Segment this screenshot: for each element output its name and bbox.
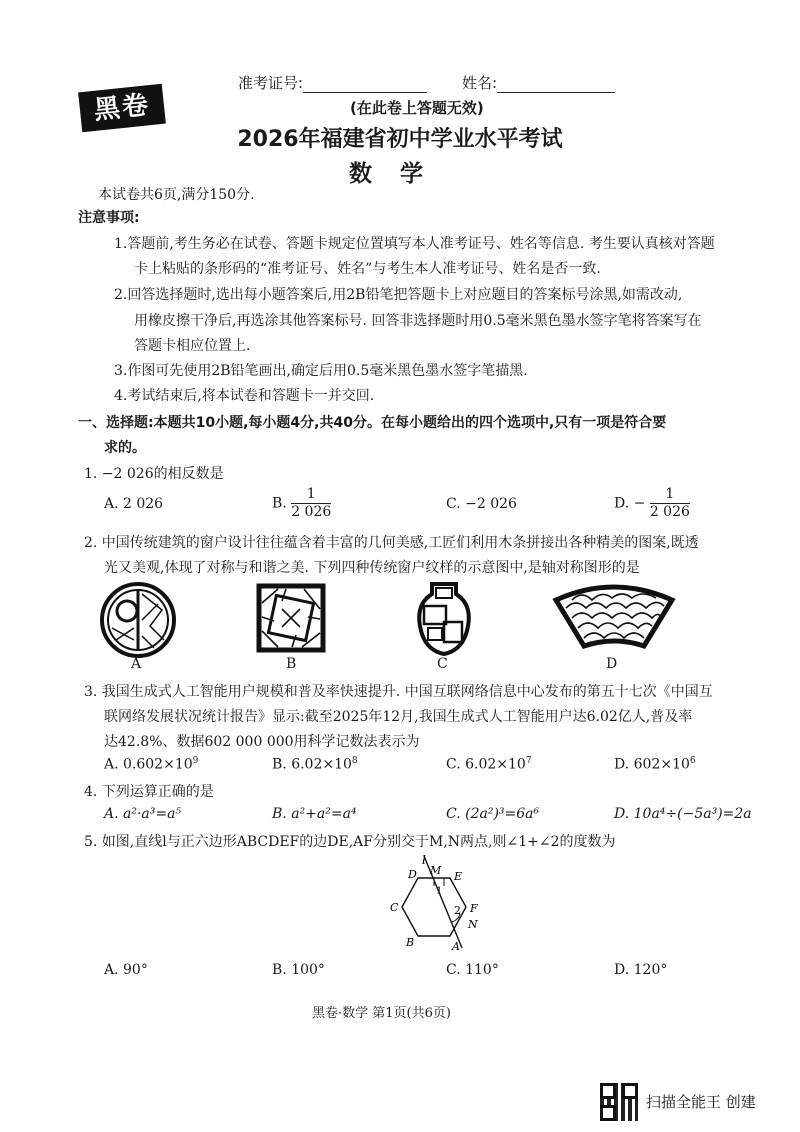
window-pattern-d bbox=[552, 580, 676, 652]
exam-number-field bbox=[238, 72, 427, 93]
q5-option-c: C. 110° bbox=[446, 962, 499, 978]
q2-label-d: D bbox=[606, 656, 618, 672]
fig-angle-1: 1 bbox=[436, 886, 443, 897]
fig-label-e: E bbox=[454, 870, 463, 883]
note-line: 2.回答选择题时,选出每小题答案后,用2B铅笔把答题卡上对应题目的答案标号涂黑,如需改动, bbox=[114, 287, 683, 303]
question-3-stem-cont: 联网络发展状况统计报告》显示:截至2025年12月,我国生成式人工智能用户达6.02亿人,普及率 bbox=[104, 709, 693, 725]
hexagon-figure bbox=[380, 852, 490, 952]
q3-c-exponent: 7 bbox=[525, 756, 532, 766]
name-label: 姓名: bbox=[462, 74, 498, 92]
exam-title: 2026年福建省初中学业水平考试 bbox=[237, 127, 563, 152]
section-heading: 一、选择题:本题共10小题,每小题4分,共40分。在每小题给出的四个选项中,只有一项是符合要 bbox=[78, 415, 667, 431]
q3-option-a bbox=[104, 756, 198, 773]
q5-option-d: D. 120° bbox=[614, 962, 668, 978]
question-5-stem: 5. 如图,直线l与正六边形ABCDEF的边DE,AF分别交于M,N两点,则∠1+∠2的度数为 bbox=[84, 834, 616, 850]
question-2-stem: 2. 中国传统建筑的窗户设计往往蕴含着丰富的几何美感,工匠们利用木条拼接出各种精美的图案,既透 bbox=[84, 535, 699, 551]
q3-option-b-text: B. 6.02×10 bbox=[272, 756, 352, 773]
q3-d-exponent: 6 bbox=[689, 756, 696, 766]
q2-label-a: A bbox=[131, 656, 142, 672]
fig-label-n: N bbox=[468, 918, 478, 931]
q5-option-b: B. 100° bbox=[272, 962, 325, 978]
exam-number-label: 准考证号: bbox=[238, 74, 304, 92]
q1-option-c: C. −2 026 bbox=[446, 496, 517, 512]
scanner-watermark: 扫描全能王 创建 bbox=[646, 1093, 756, 1111]
q4-option-a: A. a²·a³=a⁵ bbox=[104, 806, 182, 822]
question-3-stem-cont: 达42.8%、数据602 000 000用科学记数法表示为 bbox=[104, 734, 420, 750]
q3-option-d-text: D. 602×10 bbox=[614, 756, 690, 773]
fig-angle-2: 2 bbox=[454, 904, 461, 917]
fig-label-m: M bbox=[430, 864, 442, 877]
invalid-notice: (在此卷上答题无效) bbox=[350, 99, 484, 117]
paper-stamp: 黑卷 bbox=[78, 84, 166, 133]
question-3-stem: 3. 我国生成式人工智能用户规模和普及率快速提升. 中国互联网络信息中心发布的第五十七次《中国互 bbox=[84, 684, 713, 700]
window-pattern-a bbox=[98, 580, 178, 660]
note-line: 1.答题前,考生务必在试卷、答题卡规定位置填写本人准考证号、姓名等信息. 考生要认真核对答题 bbox=[114, 236, 715, 252]
note-line: 用橡皮擦干净后,再选涂其他答案标号. 回答非选择题时用0.5毫米黑色墨水签字笔将答案写在 bbox=[134, 313, 702, 329]
note-line: 答题卡相应位置上. bbox=[134, 338, 251, 354]
name-blank bbox=[497, 76, 615, 93]
note-line: 4.考试结束后,将本试卷和答题卡一并交回. bbox=[114, 388, 375, 404]
q2-label-b: B bbox=[286, 656, 297, 672]
q4-option-c: C. (2a²)³=6a⁶ bbox=[446, 806, 540, 822]
question-2-stem-cont: 光又美观,体现了对称与和谐之美. 下列四种传统窗户纹样的示意图中,是轴对称图形的是 bbox=[104, 560, 640, 576]
q5-option-a: A. 90° bbox=[104, 962, 148, 978]
exam-number-blank bbox=[303, 76, 427, 93]
name-field bbox=[462, 72, 615, 93]
question-4-stem: 4. 下列运算正确的是 bbox=[84, 784, 214, 800]
page-footer: 黑卷·数学 第1页(共6页) bbox=[312, 1006, 451, 1021]
q4-option-d: D. 10a⁴÷(−5a³)=2a bbox=[614, 806, 752, 822]
q1-option-d-label: D. − bbox=[614, 495, 646, 512]
q1-option-d bbox=[614, 486, 690, 521]
fig-label-d: D bbox=[408, 868, 417, 881]
section-heading-cont: 求的。 bbox=[104, 440, 146, 456]
q1-option-b bbox=[272, 486, 331, 521]
question-1-stem: 1. −2 026的相反数是 bbox=[84, 466, 224, 482]
q2-label-c: C bbox=[437, 656, 448, 672]
note-line: 3.作图可先使用2B铅笔画出,确定后用0.5毫米黑色墨水签字笔描黑. bbox=[114, 363, 528, 379]
q4-option-b: B. a²+a²=a⁴ bbox=[272, 806, 357, 822]
window-pattern-b bbox=[256, 583, 326, 653]
q1-b-numerator: 1 bbox=[306, 486, 316, 502]
fig-label-a: A bbox=[452, 940, 460, 952]
q3-option-b bbox=[272, 756, 358, 773]
q3-option-d bbox=[614, 756, 696, 773]
intro-text: 本试卷共6页,满分150分. bbox=[98, 187, 255, 203]
q3-b-exponent: 8 bbox=[351, 756, 358, 766]
fig-label-f: F bbox=[470, 902, 478, 915]
qr-code-icon bbox=[600, 1083, 638, 1121]
fig-label-c: C bbox=[390, 901, 399, 914]
q1-d-denominator: 2 026 bbox=[649, 504, 690, 520]
q3-a-exponent: 9 bbox=[192, 756, 199, 766]
q1-b-denominator: 2 026 bbox=[291, 504, 332, 520]
window-pattern-c bbox=[414, 580, 474, 658]
note-line: 卡上粘贴的条形码的“准考证号、姓名”与考生本人准考证号、姓名是否一致. bbox=[134, 261, 601, 277]
fig-label-b: B bbox=[406, 936, 415, 949]
q3-option-c bbox=[446, 756, 532, 773]
subject-title: 数学 bbox=[349, 161, 451, 187]
q3-option-c-text: C. 6.02×10 bbox=[446, 756, 526, 773]
q1-d-numerator: 1 bbox=[665, 486, 675, 502]
notes-heading: 注意事项: bbox=[78, 210, 140, 226]
q3-option-a-text: A. 0.602×10 bbox=[104, 756, 193, 773]
q1-option-a: A. 2 026 bbox=[104, 496, 164, 512]
q1-option-b-label: B. bbox=[272, 495, 287, 512]
fig-label-l: l bbox=[422, 853, 426, 867]
